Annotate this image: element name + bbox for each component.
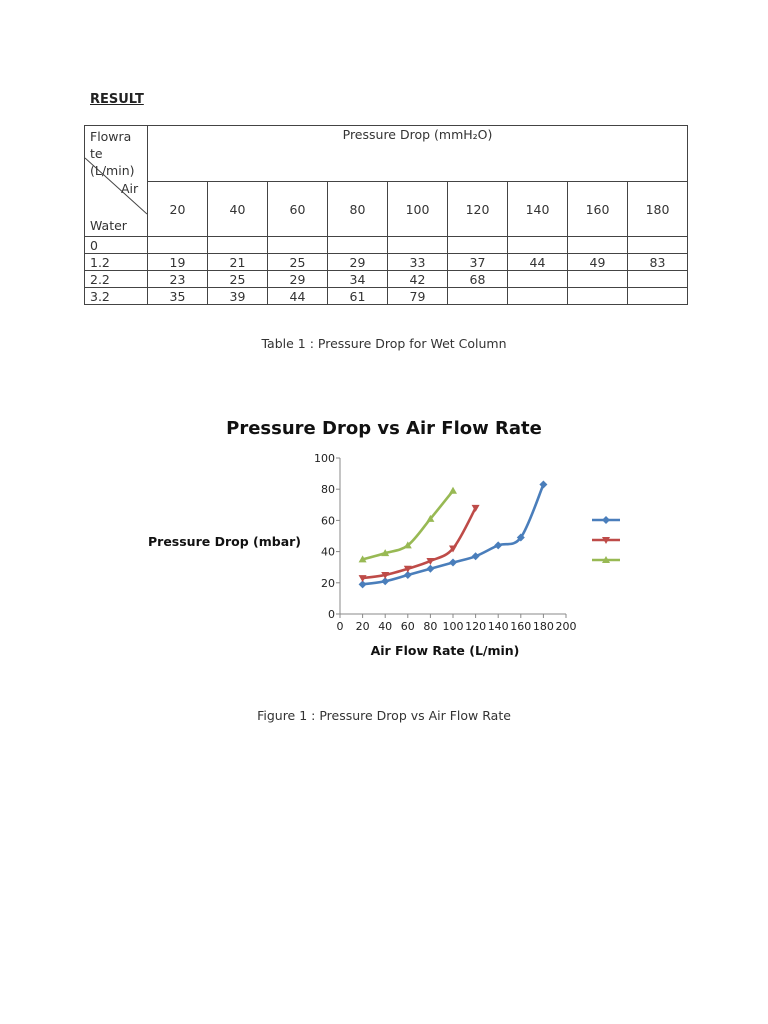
x-tick-label: 20 [355, 620, 370, 633]
table-cell [448, 288, 508, 305]
legend-marker [602, 516, 610, 524]
x-tick-label: 40 [378, 620, 393, 633]
table-cell: 21 [208, 254, 268, 271]
table-row [85, 288, 688, 305]
series-line [363, 491, 453, 560]
data-point [539, 481, 547, 489]
row-label-cell: 1.2 [85, 254, 148, 271]
data-point [494, 541, 502, 549]
column-header-cell: 180 [628, 182, 688, 237]
column-header-cell: 140 [508, 182, 568, 237]
table-row [85, 237, 688, 254]
table-cell: 37 [448, 254, 508, 271]
table-cell: 23 [148, 271, 208, 288]
table-cell [628, 271, 688, 288]
y-tick-label: 20 [321, 576, 335, 590]
x-tick-label: 100 [442, 620, 464, 633]
table-row [85, 271, 688, 288]
row-label-cell: 3.2 [85, 288, 148, 305]
y-tick-label: 0 [328, 608, 335, 621]
table-cell: 83 [628, 254, 688, 271]
x-tick-label: 160 [510, 620, 532, 633]
result-heading: RESULT [90, 92, 144, 107]
table-cell: 61 [328, 288, 388, 305]
table-cell: 44 [268, 288, 328, 305]
corner-header-cell [85, 126, 148, 237]
table-cell [508, 288, 568, 305]
corner-water-label: Water [90, 218, 127, 233]
table-cell [628, 288, 688, 305]
corner-air-label: Air [121, 181, 139, 196]
table-cell [568, 288, 628, 305]
column-header-cell: 160 [568, 182, 628, 237]
x-tick-label: 60 [400, 620, 415, 633]
chart-title: Pressure Drop vs Air Flow Rate [226, 418, 542, 439]
table-cell: 49 [568, 254, 628, 271]
data-point [472, 552, 480, 560]
figure-caption: Figure 1 : Pressure Drop vs Air Flow Rate [257, 708, 511, 723]
table-cell [508, 271, 568, 288]
series-line [363, 508, 476, 578]
corner-label-line2: te [90, 146, 103, 161]
y-tick-label: 80 [321, 483, 335, 497]
x-tick-label: 80 [423, 620, 438, 633]
table-cell [568, 271, 628, 288]
table-cell: 19 [148, 254, 208, 271]
table-cell [388, 237, 448, 254]
x-tick-label: 140 [487, 620, 509, 633]
x-tick-label: 0 [336, 620, 344, 633]
y-tick-label: 60 [321, 514, 335, 528]
column-header-row [85, 182, 688, 237]
table-cell [448, 237, 508, 254]
table-cell: 25 [208, 271, 268, 288]
pressure-drop-chart [0, 400, 768, 670]
table-cell: 35 [148, 288, 208, 305]
column-header-cell: 60 [268, 182, 328, 237]
data-point [426, 565, 434, 573]
table-cell: 39 [208, 288, 268, 305]
x-axis-label: Air Flow Rate (L/min) [370, 643, 520, 658]
table-cell: 68 [448, 271, 508, 288]
x-tick-label: 180 [532, 620, 554, 633]
y-tick-label: 100 [314, 452, 335, 465]
data-point [449, 559, 457, 567]
table-row [85, 254, 688, 271]
table-header-row [85, 126, 688, 182]
y-tick-label: 40 [321, 545, 335, 559]
column-header-cell: 120 [448, 182, 508, 237]
table-cell [148, 237, 208, 254]
table-cell: 29 [328, 254, 388, 271]
column-header-cell: 100 [388, 182, 448, 237]
table-cell [508, 237, 568, 254]
series-line [363, 485, 544, 585]
x-tick-label: 120 [465, 620, 487, 633]
table-caption: Table 1 : Pressure Drop for Wet Column [261, 336, 507, 351]
table-cell [568, 237, 628, 254]
table-cell: 44 [508, 254, 568, 271]
group-header-label: Pressure Drop (mmH₂O) [342, 127, 493, 142]
column-header-cell: 80 [328, 182, 388, 237]
table-cell: 25 [268, 254, 328, 271]
table-cell [328, 237, 388, 254]
group-header-cell [148, 126, 688, 182]
column-header-cell: 40 [208, 182, 268, 237]
table-cell [268, 237, 328, 254]
table-cell [628, 237, 688, 254]
table-cell: 29 [268, 271, 328, 288]
corner-label-line1: Flowra [90, 129, 132, 144]
table-cell: 42 [388, 271, 448, 288]
row-label-cell: 2.2 [85, 271, 148, 288]
table-cell [208, 237, 268, 254]
column-header-cell: 20 [148, 182, 208, 237]
pressure-drop-table [84, 125, 688, 305]
table-cell: 79 [388, 288, 448, 305]
table-cell: 33 [388, 254, 448, 271]
row-label-cell: 0 [85, 237, 148, 254]
data-point [449, 487, 457, 494]
table-cell: 34 [328, 271, 388, 288]
y-axis-label: Pressure Drop (mbar) [148, 534, 302, 549]
x-tick-label: 200 [555, 620, 577, 633]
corner-label-line3: (L/min) [90, 163, 135, 178]
